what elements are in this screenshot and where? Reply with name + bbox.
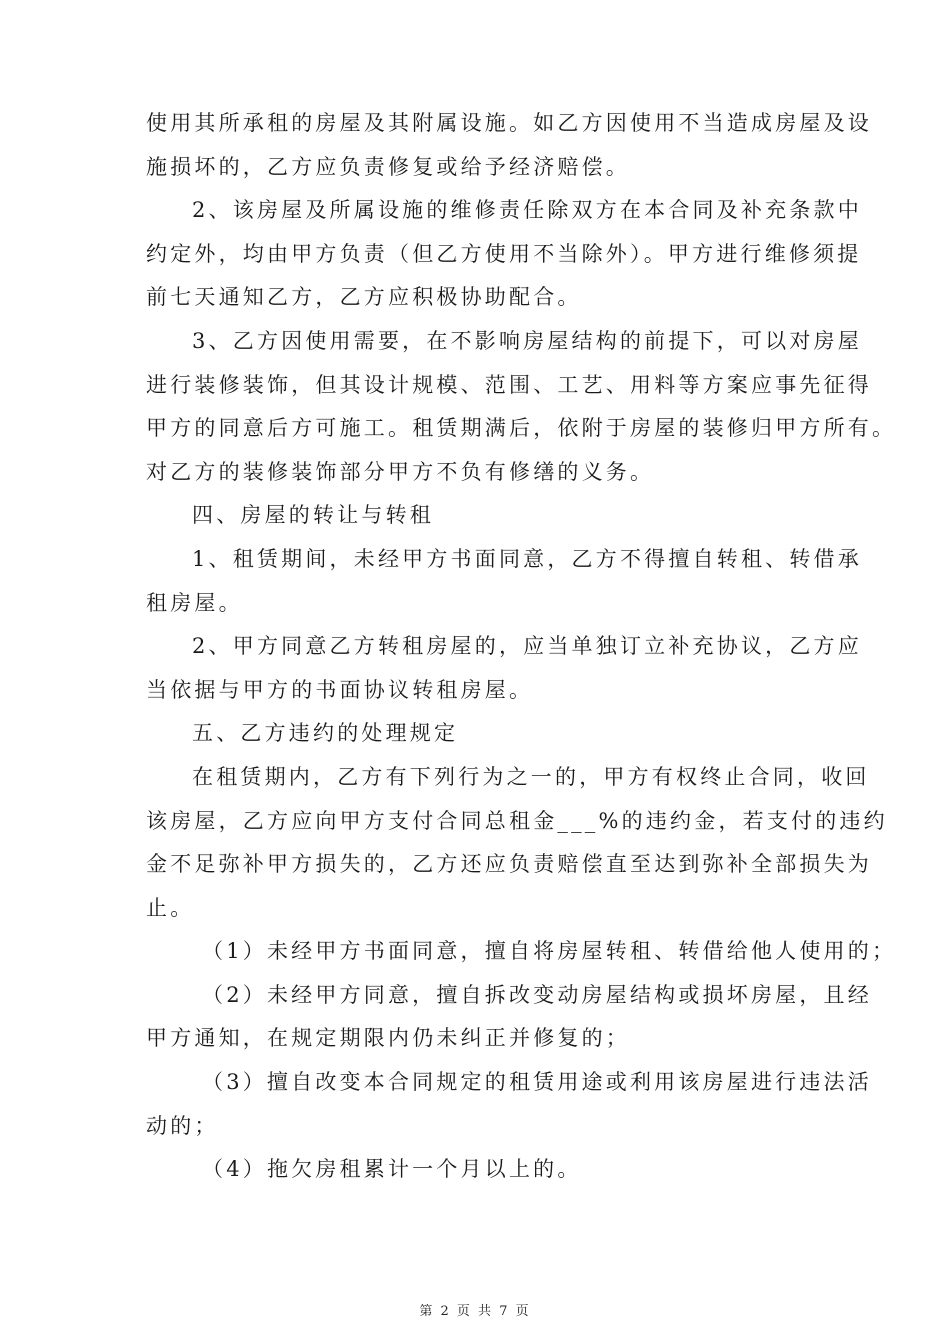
text-line: 止。 [146,895,195,920]
text-line: 1、租赁期间，未经甲方书面同意，乙方不得擅自转租、转借承 [192,546,862,571]
text-line: 动的； [146,1113,219,1138]
text-line: 3、乙方因使用需要，在不影响房屋结构的前提下，可以对房屋 [192,328,862,353]
text-line: 金不足弥补甲方损失的，乙方还应负责赔偿直至达到弥补全部损失为 [146,852,872,877]
list-item: （4）拖欠房租累计一个月以上的。 [202,1157,582,1182]
list-item: （1）未经甲方书面同意，擅自将房屋转租、转借给他人使用的； [202,939,897,964]
text-line: 施损坏的，乙方应负责修复或给予经济赔偿。 [146,154,630,179]
text-line: 使用其所承租的房屋及其附属设施。如乙方因使用不当造成房屋及设 [146,111,872,135]
text-line: 前七天通知乙方，乙方应积极协助配合。 [146,285,582,310]
text-line: 甲方的同意后方可施工。租赁期满后，依附于房屋的装修归甲方所有。 [146,416,897,441]
document-body [146,102,897,1192]
text-line: 该房屋，乙方应向甲方支付合同总租金___%的违约金，若支付的违约 [146,808,888,833]
text-line: 对乙方的装修装饰部分甲方不负有修缮的义务。 [146,459,655,484]
text-line: 约定外，均由甲方负责（但乙方使用不当除外）。甲方进行维修须提 [146,241,862,266]
text-line: 当依据与甲方的书面协议转租房屋。 [146,677,534,702]
section-heading: 四、房屋的转让与转租 [192,503,434,528]
list-item: （3）擅自改变本合同规定的租赁用途或利用该房屋进行违法活 [202,1070,872,1095]
text-line: 2、该房屋及所属设施的维修责任除双方在本合同及补充条款中 [192,198,862,223]
text-line: 2、甲方同意乙方转租房屋的，应当单独订立补充协议，乙方应 [192,634,862,659]
text-line: 甲方通知，在规定期限内仍未纠正并修复的； [146,1026,630,1051]
text-line: 在租赁期内，乙方有下列行为之一的，甲方有权终止合同，收回 [192,764,870,789]
list-item: （2）未经甲方同意，擅自拆改变动房屋结构或损坏房屋，且经 [202,982,872,1007]
text-line: 租房屋。 [146,590,243,615]
text-line: 进行装修装饰，但其设计规模、范围、工艺、用料等方案应事先征得 [146,372,872,397]
section-heading: 五、乙方违约的处理规定 [192,721,459,746]
page-number: 第 2 页 共 7 页 [419,1304,531,1319]
